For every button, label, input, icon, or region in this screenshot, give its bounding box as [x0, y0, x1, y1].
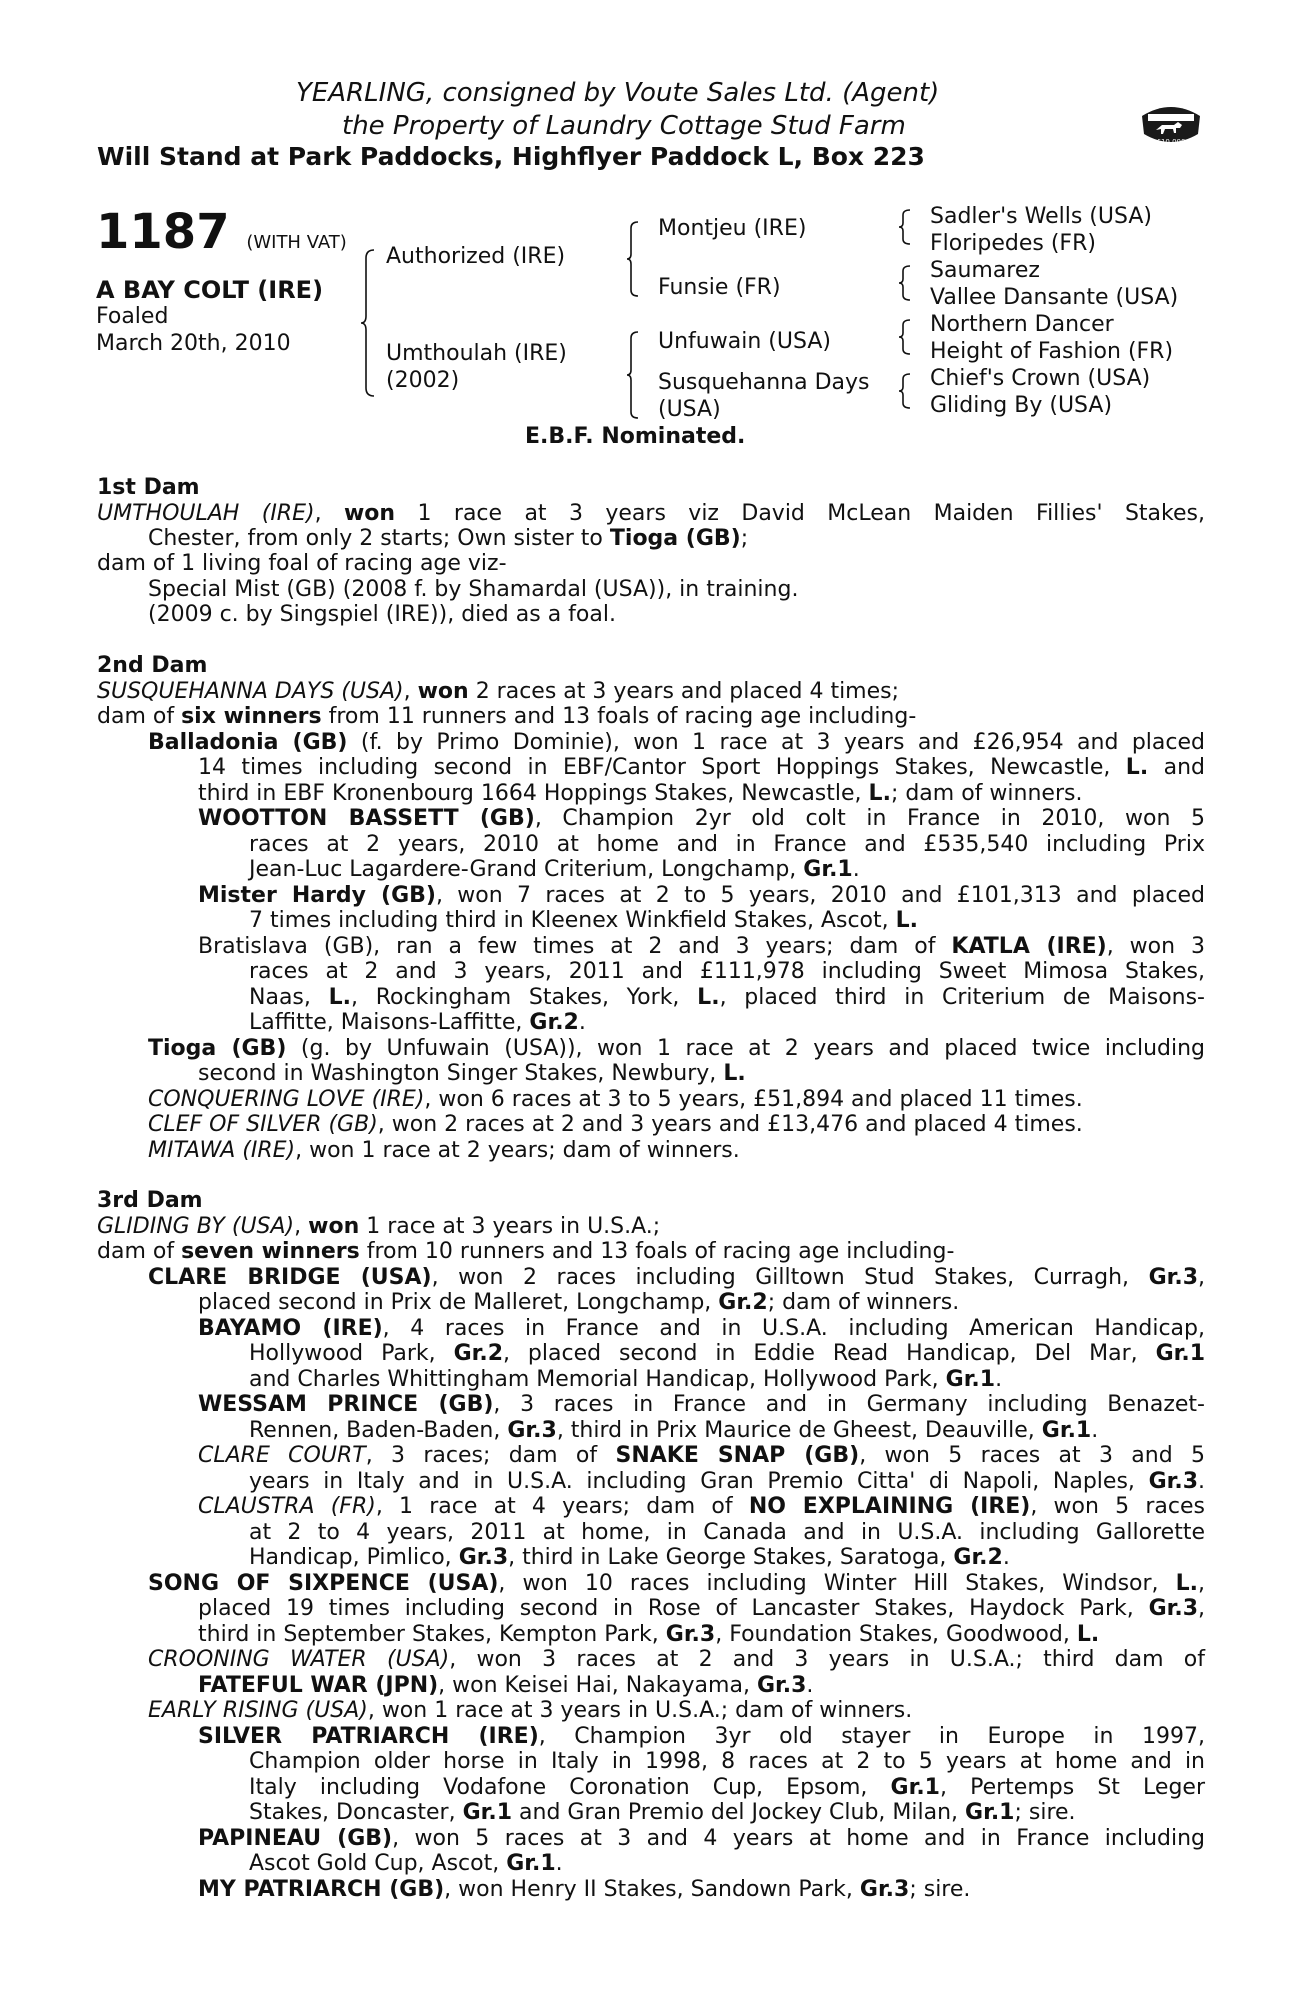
third-dam-line-10: CLARE COURT, 3 races; dam of SNAKE SNAP (GB), won 5 races at 3 and 5	[198, 1443, 1206, 1468]
pedigree-sire: Authorized (IRE)	[386, 244, 566, 269]
third-dam-line-17: third in September Stakes, Kempton Park, Gr.3, Foundation Stakes, Goodwood, L.	[198, 1622, 1100, 1647]
third-dam-line-26: Ascot Gold Cup, Ascot, Gr.1.	[249, 1851, 563, 1876]
second-dam-line-19: MITAWA (IRE), won 1 race at 2 years; dam of winners.	[148, 1138, 740, 1163]
pedigree-brace-6	[898, 318, 912, 356]
third-dam-line-25: PAPINEAU (GB), won 5 races at 3 and 4 years at home and in France including	[198, 1826, 1205, 1851]
third-dam-line-18: CROONING WATER (USA), won 3 races at 2 and 3 years in U.S.A.; third dam of	[148, 1647, 1205, 1672]
second-dam-line-7: races at 2 years, 2010 at home and in France and £535,540 including Prix	[249, 832, 1205, 857]
third-dam-line-22: Champion older horse in Italy in 1998, 8 races at 2 to 5 years at home and in	[249, 1749, 1205, 1774]
second-dam-line-14: Laffitte, Maisons-Laffitte, Gr.2.	[249, 1010, 586, 1035]
third-dam-line-7: and Charles Whittingham Memorial Handicap, Hollywood Park, Gr.1.	[249, 1367, 1003, 1392]
pedigree-g2: Floripedes (FR)	[930, 231, 1096, 256]
third-dam-line-14: Handicap, Pimlico, Gr.3, third in Lake George Stakes, Saratoga, Gr.2.	[249, 1545, 1010, 1570]
pedigree-dam-dam: Susquehanna Days	[658, 370, 870, 395]
second-dam-line-9: Mister Hardy (GB), won 7 races at 2 to 5 years, 2010 and £101,313 and placed	[198, 883, 1205, 908]
third-dam-line-27: MY PATRIARCH (GB), won Henry II Stakes, Sandown Park, Gr.3; sire.	[198, 1877, 971, 1902]
pedigree-sire-sire: Montjeu (IRE)	[658, 216, 807, 241]
third-dam-line-15: SONG OF SIXPENCE (USA), won 10 races including Winter Hill Stakes, Windsor, L.,	[148, 1571, 1205, 1596]
third-dam-heading: 3rd Dam	[97, 1188, 203, 1213]
third-dam-line-16: placed 19 times including second in Rose of Lancaster Stakes, Haydock Park, Gr.3,	[198, 1596, 1205, 1621]
header-stand-location: Will Stand at Park Paddocks, Highflyer Paddock L, Box 223	[97, 142, 925, 171]
pedigree-g7: Chief's Crown (USA)	[930, 366, 1151, 391]
pedigree-dam: Umthoulah (IRE)	[386, 341, 567, 366]
third-dam-line-12: CLAUSTRA (FR), 1 race at 4 years; dam of NO EXPLAINING (IRE), won 5 races	[198, 1494, 1205, 1519]
pedigree-dam-year: (2002)	[386, 368, 460, 393]
lot-title: A BAY COLT (IRE)	[96, 276, 324, 304]
second-dam-line-3: Balladonia (GB) (f. by Primo Dominie), won 1 race at 3 years and £26,954 and placed	[148, 730, 1205, 755]
third-dam-line-20: EARLY RISING (USA), won 1 race at 3 years in U.S.A.; dam of winners.	[148, 1698, 913, 1723]
header-property: the Property of Laundry Cottage Stud Farm	[342, 111, 906, 141]
first-dam-line-4: Special Mist (GB) (2008 f. by Shamardal (USA)), in training.	[148, 577, 799, 602]
second-dam-line-1: SUSQUEHANNA DAYS (USA), won 2 races at 3 years and placed 4 times;	[97, 679, 900, 704]
badge-amount: £10,000	[1156, 138, 1186, 146]
third-dam-line-2: dam of seven winners from 10 runners and 13 foals of racing age including-	[97, 1239, 955, 1264]
second-dam-line-2: dam of six winners from 11 runners and 13 foals of racing age including-	[97, 704, 917, 729]
pedigree-g3: Saumarez	[930, 258, 1040, 283]
pedigree-brace-4	[898, 208, 912, 246]
third-dam-line-24: Stakes, Doncaster, Gr.1 and Gran Premio del Jockey Club, Milan, Gr.1; sire.	[249, 1800, 1076, 1825]
third-dam-line-19: FATEFUL WAR (JPN), won Keisei Hai, Nakayama, Gr.3.	[198, 1673, 814, 1698]
third-dam-line-13: at 2 to 4 years, 2011 at home, in Canada and in U.S.A. including Gallorette	[249, 1520, 1205, 1545]
second-dam-line-18: CLEF OF SILVER (GB), won 2 races at 2 and 3 years and £13,476 and placed 4 times.	[148, 1112, 1083, 1137]
second-dam-heading: 2nd Dam	[97, 653, 208, 678]
pedigree-brace-3	[626, 330, 640, 420]
second-dam-line-12: races at 2 and 3 years, 2011 and £111,978 including Sweet Mimosa Stakes,	[249, 959, 1205, 984]
pedigree-brace-5	[898, 264, 912, 302]
lot-number: 1187 (WITH VAT)	[96, 204, 347, 260]
vat-note: (WITH VAT)	[246, 232, 347, 253]
pedigree-g6: Height of Fashion (FR)	[930, 339, 1174, 364]
first-dam-line-3: dam of 1 living foal of racing age viz-	[97, 551, 507, 576]
foaled-date: March 20th, 2010	[96, 331, 291, 356]
second-dam-line-6: WOOTTON BASSETT (GB), Champion 2yr old colt in France in 2010, won 5	[198, 806, 1205, 831]
pedigree-brace-2	[626, 220, 640, 298]
first-dam-heading: 1st Dam	[97, 475, 200, 500]
yearling-bonus-badge-icon	[1138, 98, 1204, 150]
pedigree-dam-dam-country: (USA)	[658, 397, 721, 422]
third-dam-line-5: BAYAMO (IRE), 4 races in France and in U.S.A. including American Handicap,	[198, 1316, 1205, 1341]
second-dam-line-5: third in EBF Kronenbourg 1664 Hoppings Stakes, Newcastle, L.; dam of winners.	[198, 781, 1083, 806]
second-dam-line-15: Tioga (GB) (g. by Unfuwain (USA)), won 1 race at 2 years and placed twice including	[148, 1036, 1206, 1061]
second-dam-line-11: Bratislava (GB), ran a few times at 2 and 3 years; dam of KATLA (IRE), won 3	[198, 934, 1205, 959]
header-consignor: YEARLING, consigned by Voute Sales Ltd. (Agent)	[296, 78, 940, 108]
first-dam-line-1: UMTHOULAH (IRE), won 1 race at 3 years viz David McLean Maiden Fillies' Stakes,	[97, 501, 1205, 526]
pedigree-dam-sire: Unfuwain (USA)	[658, 329, 831, 354]
third-dam-line-3: CLARE BRIDGE (USA), won 2 races including Gilltown Stud Stakes, Curragh, Gr.3,	[148, 1265, 1205, 1290]
second-dam-line-10: 7 times including third in Kleenex Winkfield Stakes, Ascot, L.	[249, 908, 919, 933]
third-dam-line-8: WESSAM PRINCE (GB), 3 races in France and in Germany including Benazet-	[198, 1392, 1205, 1417]
third-dam-line-23: Italy including Vodafone Coronation Cup, Epsom, Gr.1, Pertemps St Leger	[249, 1775, 1205, 1800]
second-dam-line-4: 14 times including second in EBF/Cantor Sport Hoppings Stakes, Newcastle, L. and	[198, 755, 1205, 780]
third-dam-line-6: Hollywood Park, Gr.2, placed second in Eddie Read Handicap, Del Mar, Gr.1	[249, 1341, 1206, 1366]
second-dam-line-16: second in Washington Singer Stakes, Newbury, L.	[198, 1061, 746, 1086]
pedigree-sire-dam: Funsie (FR)	[658, 275, 781, 300]
ebf-nominated: E.B.F. Nominated.	[525, 424, 746, 449]
first-dam-line-2: Chester, from only 2 starts; Own sister to Tioga (GB);	[148, 526, 749, 551]
third-dam-line-9: Rennen, Baden-Baden, Gr.3, third in Prix Maurice de Gheest, Deauville, Gr.1.	[249, 1418, 1099, 1443]
pedigree-g8: Gliding By (USA)	[930, 393, 1113, 418]
foaled-label: Foaled	[96, 304, 169, 329]
third-dam-line-1: GLIDING BY (USA), won 1 race at 3 years in U.S.A.;	[97, 1214, 661, 1239]
first-dam-line-5: (2009 c. by Singspiel (IRE)), died as a foal.	[148, 602, 616, 627]
pedigree-g1: Sadler's Wells (USA)	[930, 204, 1152, 229]
third-dam-line-11: years in Italy and in U.S.A. including Gran Premio Citta' di Napoli, Naples, Gr.3.	[249, 1469, 1205, 1494]
pedigree-brace-7	[898, 372, 912, 410]
pedigree-g5: Northern Dancer	[930, 312, 1114, 337]
third-dam-line-21: SILVER PATRIARCH (IRE), Champion 3yr old stayer in Europe in 1997,	[198, 1724, 1205, 1749]
third-dam-line-4: placed second in Prix de Malleret, Longchamp, Gr.2; dam of winners.	[198, 1290, 960, 1315]
pedigree-g4: Vallee Dansante (USA)	[930, 285, 1179, 310]
pedigree-brace-1	[360, 248, 376, 398]
second-dam-line-8: Jean-Luc Lagardere-Grand Criterium, Longchamp, Gr.1.	[249, 857, 860, 882]
second-dam-line-17: CONQUERING LOVE (IRE), won 6 races at 3 to 5 years, £51,894 and placed 11 times.	[148, 1087, 1083, 1112]
second-dam-line-13: Naas, L., Rockingham Stakes, York, L., placed third in Criterium de Maisons-	[249, 985, 1205, 1010]
